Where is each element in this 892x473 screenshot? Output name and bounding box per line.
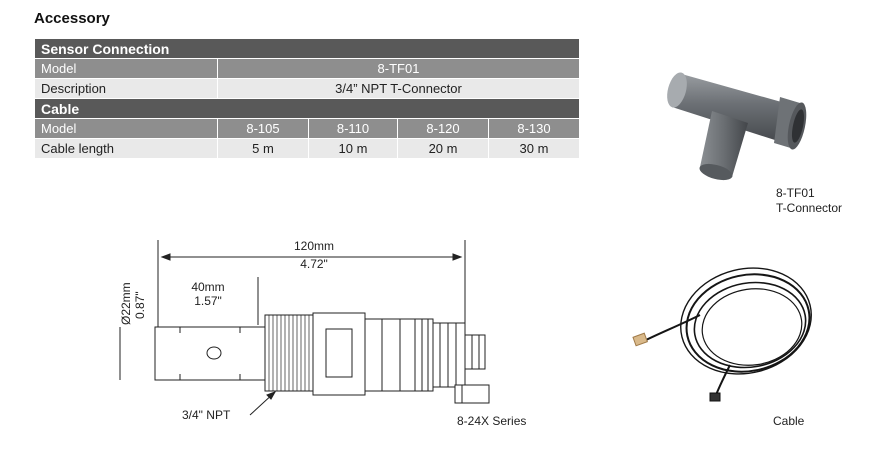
row-label: Cable length — [35, 139, 218, 159]
page-title: Accessory — [34, 10, 110, 27]
row-label: Description — [35, 79, 218, 99]
diameter-mm-label: Ø22mm — [119, 282, 133, 325]
cable-length-cell: 5 m — [218, 139, 309, 159]
table-row — [35, 79, 580, 99]
table-row — [35, 119, 580, 139]
cable-length-cell: 30 m — [489, 139, 580, 159]
cable-model-cell: 8-130 — [489, 119, 580, 139]
cable-image — [630, 255, 830, 405]
thread-label: 3/4" NPT — [182, 408, 231, 422]
tip-mm-label: 40mm — [191, 280, 225, 294]
sensor-connection-header-row — [35, 39, 580, 59]
t-connector-image — [660, 45, 830, 185]
cable-model-cell: 8-110 — [308, 119, 397, 139]
cable-header-row — [35, 99, 580, 119]
row-value: 8-TF01 — [218, 59, 580, 79]
length-mm-label: 120mm — [293, 239, 335, 253]
cable-model-cell: 8-105 — [218, 119, 309, 139]
cable-length-cell: 10 m — [308, 139, 397, 159]
sensor-dimension-drawing — [110, 235, 490, 430]
cable-header: Cable — [35, 99, 580, 119]
table-row — [35, 59, 580, 79]
cable-model-cell: 8-120 — [398, 119, 489, 139]
series-caption: 8-24X Series — [457, 414, 527, 428]
accessory-table — [34, 38, 580, 159]
row-label: Model — [35, 119, 218, 139]
table-row — [35, 139, 580, 159]
t-connector-caption: 8-TF01 T-Connector — [776, 186, 843, 215]
row-value: 3/4” NPT T-Connector — [218, 79, 580, 99]
row-label: Model — [35, 59, 218, 79]
cable-caption: Cable — [773, 414, 805, 428]
sensor-connection-header: Sensor Connection — [35, 39, 580, 59]
cable-length-cell: 20 m — [398, 139, 489, 159]
diameter-in-label: 0.87" — [133, 291, 147, 319]
length-in-label: 4.72" — [300, 257, 328, 271]
tip-in-label: 1.57" — [194, 294, 222, 308]
